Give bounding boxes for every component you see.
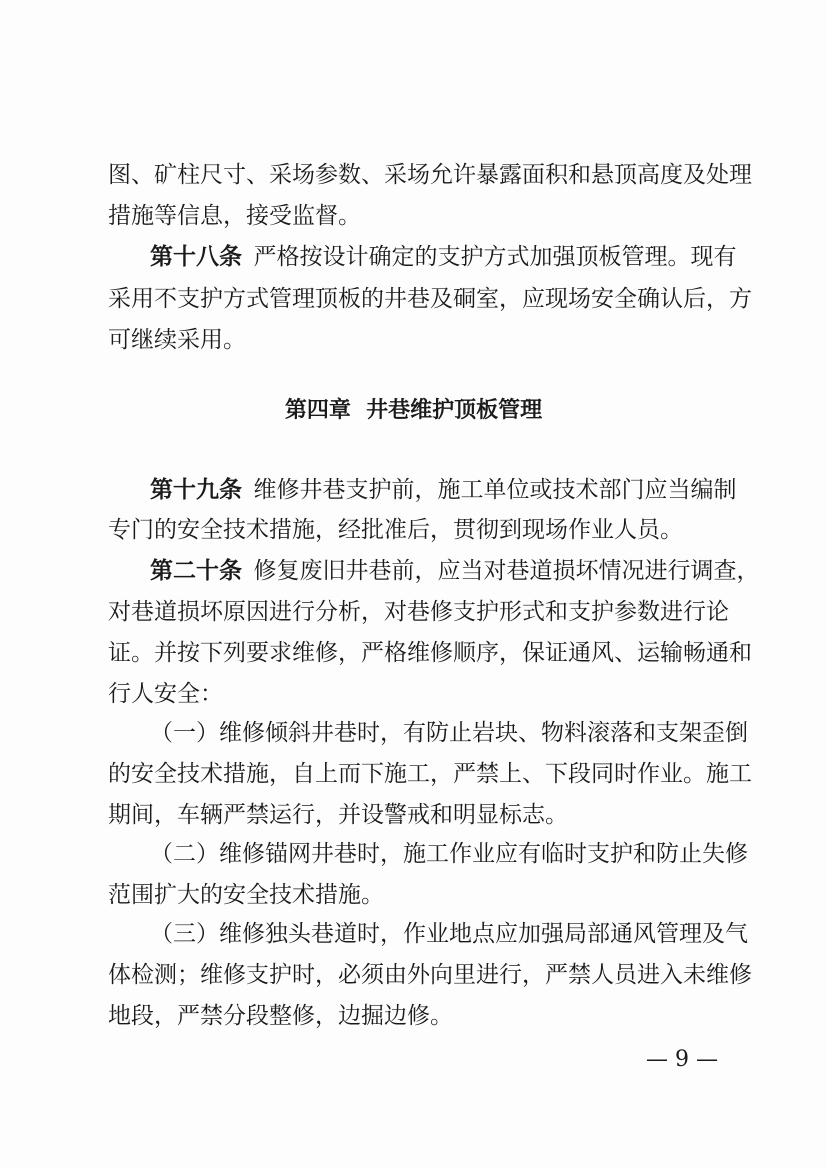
text-line: 行人安全： (108, 681, 223, 707)
article-label: 第二十条 (150, 558, 242, 584)
article-label: 第十九条 (150, 477, 242, 503)
article-text: 修复废旧井巷前，应当对巷道损坏情况进行调查， (253, 558, 760, 584)
list-item-2-first-line: （二）维修锚网井巷时，施工作业应有临时支护和防止失修 (150, 841, 748, 867)
text-line: 采用不支护方式管理顶板的井巷及硐室，应现场安全确认后，方 (108, 286, 752, 312)
article-19-first-line (150, 475, 737, 505)
article-text: 维修井巷支护前，施工单位或技术部门应当编制 (253, 477, 737, 503)
text-line: 期间，车辆严禁运行，并设警戒和明显标志。 (108, 802, 568, 828)
list-item-1-first-line: （一）维修倾斜井巷时，有防止岩块、物料滚落和支架歪倒 (150, 720, 748, 746)
chapter-heading: 第四章 井巷维护顶板管理 (284, 398, 543, 423)
article-18-first-line (150, 242, 737, 272)
article-20-first-line (150, 556, 760, 586)
page-number: — 9 — (646, 1047, 718, 1072)
text-line: 可继续采用。 (108, 327, 246, 353)
article-label: 第十八条 (150, 244, 242, 270)
text-line: 地段，严禁分段整修，边掘边修。 (108, 1003, 453, 1029)
text-line: 体检测；维修支护时，必须由外向里进行，严禁人员进入未维修 (108, 962, 752, 988)
text-line: 范围扩大的安全技术措施。 (108, 882, 384, 908)
text-line: 的安全技术措施，自上而下施工，严禁上、下段同时作业。施工 (108, 761, 752, 787)
list-item-3-first-line: （三）维修独头巷道时，作业地点应加强局部通风管理及气 (150, 921, 748, 947)
article-text: 严格按设计确定的支护方式加强顶板管理。现有 (253, 244, 737, 270)
text-line: 专门的安全技术措施，经批准后，贯彻到现场作业人员。 (108, 517, 683, 543)
text-line: 措施等信息，接受监督。 (108, 203, 361, 229)
text-line: 证。并按下列要求维修，严格维修顺序，保证通风、运输畅通和 (108, 640, 752, 666)
text-line: 对巷道损坏原因进行分析，对巷修支护形式和支护参数进行论 (108, 599, 729, 625)
text-line: 图、矿柱尺寸、采场参数、采场允许暴露面积和悬顶高度及处理 (108, 162, 752, 188)
